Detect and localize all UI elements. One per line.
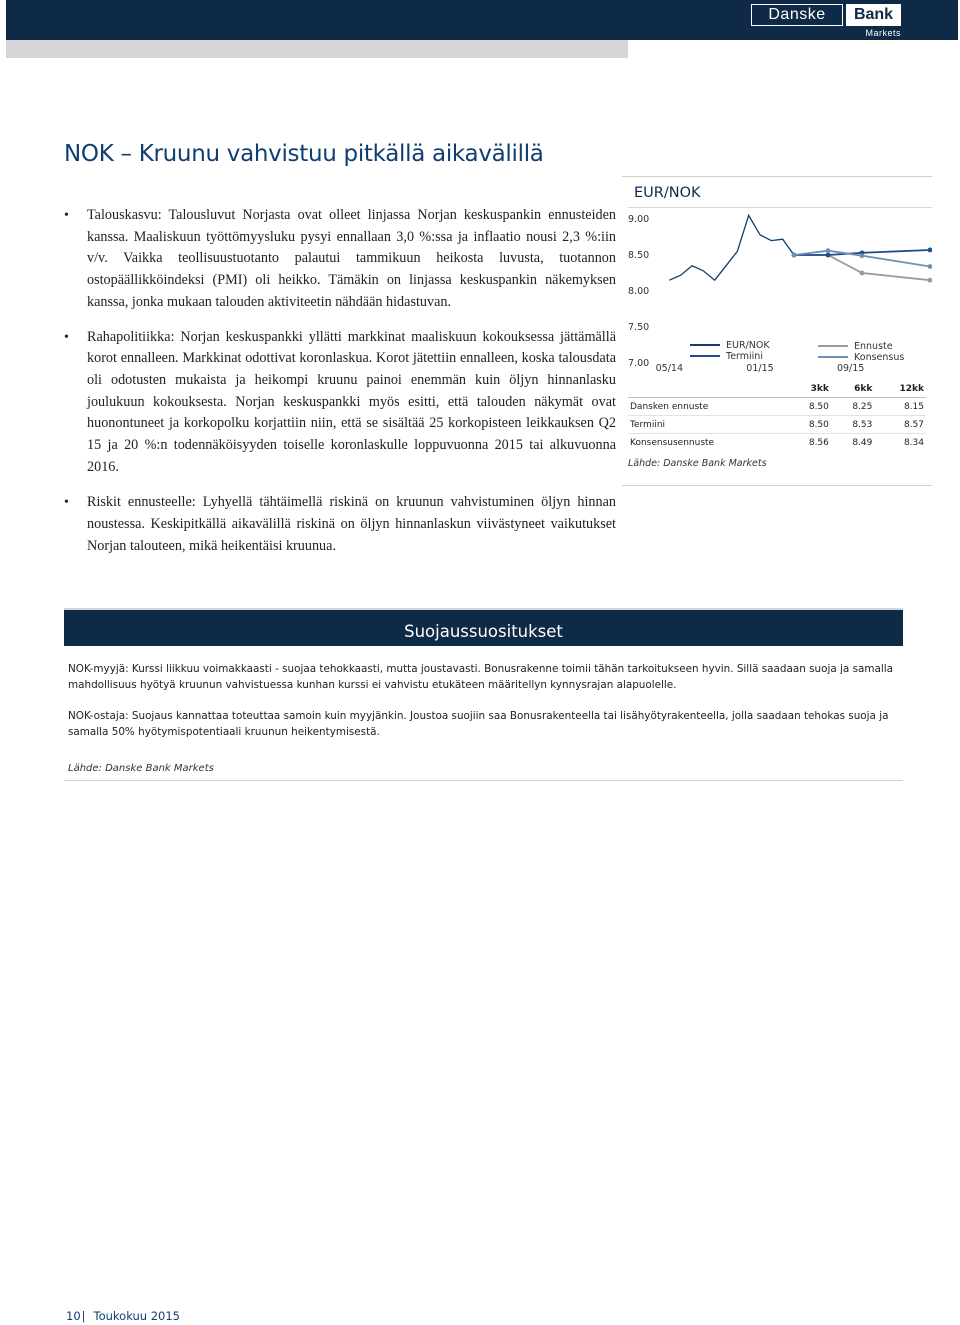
table-cell: 8.57 — [874, 416, 926, 434]
data-point — [928, 264, 932, 269]
legend-label: Konsensus — [854, 352, 905, 363]
logo-bank: Bank — [846, 4, 901, 26]
logo-markets: Markets — [865, 28, 901, 38]
page-title: NOK – Kruunu vahvistuu pitkällä aikavälillä — [64, 141, 544, 168]
table-cell: 8.25 — [831, 398, 875, 416]
chart-source: Lähde: Danske Bank Markets — [628, 458, 767, 469]
table-header — [628, 381, 787, 398]
data-point — [928, 248, 932, 253]
eurnok-chart — [622, 213, 932, 373]
logo-danske: Danske — [751, 4, 843, 26]
table-cell: Termiini — [628, 416, 787, 434]
table-header: 3kk — [787, 381, 831, 398]
hedge-buyer-text: NOK-ostaja: Suojaus kannattaa toteuttaa samoin kuin myyjänkin. Joustoa suojiin saa Bonusrakenteella tai lisähyötyrakenteella, jolla saadaan tehokas suoja ja samalla 50% hyötymispotentiaali kruunun heikentymisestä. — [68, 710, 889, 738]
x-tick-label: 09/15 — [836, 363, 865, 373]
forecast-table — [628, 381, 926, 451]
hedge-source: Lähde: Danske Bank Markets — [68, 763, 214, 774]
data-point — [860, 253, 865, 258]
table-cell: 8.53 — [831, 416, 875, 434]
bullet-risks: • Riskit ennusteelle: Lyhyellä tähtäimellä riskinä on kruunun vahvistuminen öljyn hinnan noustessa. Keskipitkällä aikavälillä riskinä on öljyn hinnanlaskun viivästyneet vaikutukset Norjan talouteen, mikä heikentäisi kruunua. — [64, 492, 616, 557]
x-tick-label: 05/14 — [655, 363, 684, 373]
series-line-ennuste — [794, 255, 930, 280]
header-subbar — [6, 40, 628, 58]
data-point — [928, 278, 932, 283]
series-line-eur-nok — [669, 215, 794, 280]
table-row — [628, 398, 926, 416]
bullet-growth: • Talouskasvu: Talousluvut Norjasta ovat olleet linjassa Norjan keskuspankin ennusteiden kanssa. Maaliskuun työttömyysluku pysyi ennallaan 3,0 %:ssa ja inflaatio nousi 2,3 %:iin v/v. Vaikka teollisuustuotanto palautui tammikuun heikosta luvusta, tuotannon ostopäällikköindeksi (PMI) oli heikko. Tämäkin on linjassa keskuspankin näkemyksen kanssa, jonka mukaan talouden aktiviteetin nähdään hidastuvan. — [64, 205, 616, 314]
footer-date: Toukokuu 2015 — [93, 1309, 181, 1323]
data-point — [860, 271, 865, 276]
danske-bank-logo — [751, 4, 901, 38]
page-footer — [66, 1309, 180, 1323]
legend-label: Termiini — [726, 351, 763, 362]
data-point — [826, 248, 831, 253]
table-cell: Konsensusennuste — [630, 438, 715, 448]
footer-separator: | — [81, 1309, 86, 1323]
hedge-section-title: Suojaussuositukset — [64, 608, 903, 646]
table-header: 6kk — [831, 381, 875, 398]
table-row — [628, 416, 926, 434]
table-cell: 8.50 — [787, 398, 831, 416]
bullet-monetary-policy: • Rahapolitiikka: Norjan keskuspankki yllätti markkinat maaliskuun kokouksessa jättämällä korot ennalleen. Markkinat odottivat koronlaskua. Korot jätettiin ennalleen, koska talousdata oli odotusten mukaista ja heikompi kruunu painoi enemmän kuin öljyn hinnanlasku joulukuun kokouksesta. Norjan keskuspankki myös esitti, että talouden näkymät ovat huonontuneet ja korkopolku korjattiin niin, että se sisältää 25 korkopisteen leikkauksen Q2 15 ja 20 %:n todennäköisyyden toiselle koronlaskulle loppuvuonna 2015 tai alkuvuonna 2016. — [64, 327, 616, 479]
page-number: 10 — [66, 1309, 81, 1323]
divider — [628, 207, 932, 208]
table-row — [628, 434, 926, 452]
y-tick-label: 7.50 — [628, 322, 650, 333]
table-cell: 8.56 — [808, 438, 829, 448]
data-point — [826, 253, 831, 258]
y-tick-label: 9.00 — [628, 214, 650, 225]
chart-panel — [622, 176, 932, 486]
chart-title: EUR/NOK — [634, 185, 701, 201]
table-cell: Dansken ennuste — [628, 398, 787, 416]
x-tick-label: 01/15 — [746, 363, 774, 373]
table-header: 12kk — [874, 381, 926, 398]
divider — [64, 780, 903, 781]
y-tick-label: 8.00 — [628, 286, 650, 297]
table-cell: 8.34 — [903, 438, 924, 448]
y-tick-label: 7.00 — [628, 358, 650, 369]
data-point — [792, 253, 797, 258]
table-cell: 8.50 — [787, 416, 831, 434]
hedge-seller-text: NOK-myyjä: Kurssi liikkuu voimakkaasti - suojaa tehokkaasti, mutta joustavasti. Bonusrakenne toimii tähän tarkoitukseen hyvin. Sillä saadaan suoja ja samalla mahdollisuus hyötyä kruunun vahvistuessa kunhan kurssi ei vahvistu etukäteen määritellyn kynnysrajan alapuolelle. — [68, 663, 893, 691]
bullet-list — [64, 205, 616, 558]
legend-label: Ennuste — [854, 341, 893, 352]
table-cell: 8.49 — [852, 438, 873, 448]
legend-label: EUR/NOK — [726, 340, 770, 351]
table-cell: 8.15 — [874, 398, 926, 416]
y-tick-label: 8.50 — [628, 250, 650, 261]
